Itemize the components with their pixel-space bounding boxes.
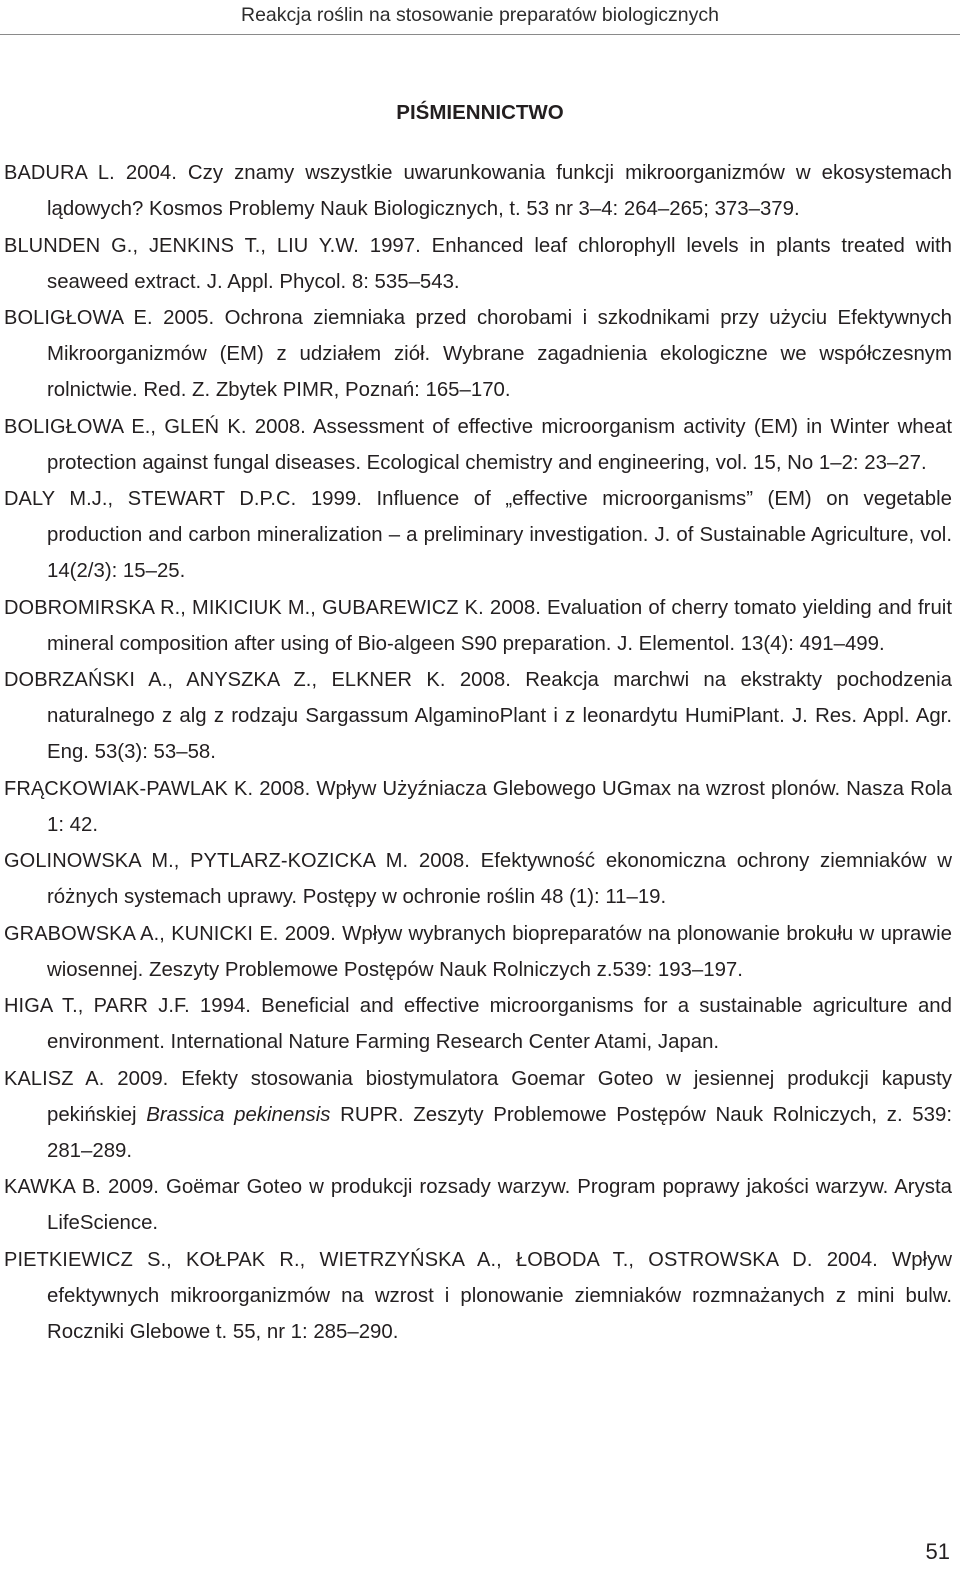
running-header bbox=[0, 0, 960, 35]
reference-authors: KAWKA B. bbox=[4, 1176, 101, 1198]
reference-text: 2009. Wpływ wybranych biopreparatów na plonowanie brokułu w uprawie wiosennej. Zeszyty Problemowe Postępów Nauk Rolniczych z.539: 193–197. bbox=[47, 922, 952, 981]
reference-authors: FRĄCKOWIAK-PAWLAK K. bbox=[4, 777, 254, 800]
reference-entry bbox=[4, 662, 952, 770]
reference-authors: DOBROMIRSKA R., MIKICIUK M., GUBAREWICZ K. bbox=[4, 596, 484, 619]
reference-authors: HIGA T., PARR J.F. bbox=[4, 995, 190, 1017]
reference-entry bbox=[4, 1242, 952, 1350]
reference-authors: KALISZ A. bbox=[4, 1067, 105, 1090]
reference-entry bbox=[4, 590, 952, 662]
reference-authors: BOLIGŁOWA E. bbox=[4, 307, 153, 329]
reference-authors: DALY M.J., STEWART D.P.C. bbox=[4, 488, 297, 510]
reference-text: 2004. Wpływ efektywnych mikroorganizmów na wzrost i plonowanie ziemniaków rozmnażanych z mini bulw. Roczniki Glebowe t. 55, nr 1: 285–290. bbox=[47, 1248, 952, 1343]
reference-list bbox=[4, 155, 952, 1350]
reference-text: 1994. Beneficial and effective microorganisms for a sustainable agriculture and environment. International Nature Farming Research Center Atami, Japan. bbox=[47, 995, 952, 1053]
section-title: PIŚMIENNICTWO bbox=[396, 101, 564, 124]
reference-text: 2009. Goëmar Goteo w produkcji rozsady warzyw. Program poprawy jakości warzyw. Arysta LifeScience. bbox=[47, 1176, 952, 1234]
reference-species-name: Brassica pekinensis bbox=[146, 1103, 331, 1126]
reference-text: 2004. Czy znamy wszystkie uwarunkowania funkcji mikroorganizmów w ekosystemach lądowych? Kosmos Problemy Nauk Biologicznych, t. 53 nr 3–4: 264–265; 373–379. bbox=[47, 162, 953, 220]
reference-text: 2008. Reakcja marchwi na ekstrakty pochodzenia naturalnego z alg z rodzaju Sargassum AlgaminoPlant i z leonardytu HumiPlant. J. Res. Appl. Agr. Eng. 53(3): 53–58. bbox=[47, 669, 952, 763]
reference-text: 1999. Influence of „effective microorganisms” (EM) on vegetable production and carbon mineralization – a preliminary investigation. J. of Sustainable Agriculture, vol. 14(2/3): 15–25. bbox=[47, 488, 952, 582]
reference-text: 1997. Enhanced leaf chlorophyll levels in plants treated with seaweed extract. J. Appl. Phycol. 8: 535–543. bbox=[47, 234, 953, 293]
reference-authors: GRABOWSKA A., KUNICKI E. bbox=[4, 922, 279, 945]
reference-text: 2008. Wpływ Użyźniacza Glebowego UGmax na wzrost plonów. Nasza Rola 1: 42. bbox=[47, 777, 953, 836]
reference-text-after: RUPR. Zeszyty Problemowe Postępów Nauk Rolniczych, z. 539: 281–289. bbox=[47, 1103, 952, 1162]
reference-authors: BOLIGŁOWA E., GLEŃ K. bbox=[4, 415, 247, 438]
running-title: Reakcja roślin na stosowanie preparatów biologicznych bbox=[240, 4, 719, 26]
reference-entry bbox=[4, 843, 952, 915]
reference-authors: DOBRZAŃSKI A., ANYSZKA Z., ELKNER K. bbox=[4, 669, 446, 691]
reference-entry bbox=[4, 916, 952, 988]
reference-text: 2005. Ochrona ziemniaka przed chorobami i szkodnikami przy użyciu Efektywnych Mikroorganizmów (EM) z udziałem ziół. Wybrane zagadnienia ekologiczne we współczesnym rolnictwie. Red. Z. Zbytek PIMR, Poznań: 165–170. bbox=[47, 307, 952, 401]
reference-entry bbox=[4, 988, 952, 1060]
reference-entry bbox=[4, 1169, 952, 1241]
reference-authors: BADURA L. bbox=[4, 162, 115, 184]
reference-entry bbox=[4, 155, 952, 227]
reference-text: 2008. Assessment of effective microorganism activity (EM) in Winter wheat protection against fungal diseases. Ecological chemistry and engineering, vol. 15, No 1–2: 23–27. bbox=[47, 415, 952, 474]
reference-text: 2008. Efektywność ekonomiczna ochrony ziemniaków w różnych systemach uprawy. Postępy w ochronie roślin 48 (1): 11–19. bbox=[47, 850, 952, 908]
reference-entry bbox=[4, 228, 952, 300]
reference-entry bbox=[4, 409, 952, 481]
reference-text: 2008. Evaluation of cherry tomato yielding and fruit mineral composition after using of Bio-algeen S90 preparation. J. Elementol. 13(4): 491–499. bbox=[47, 596, 952, 655]
reference-entry bbox=[4, 481, 952, 589]
page-number: 51 bbox=[925, 1539, 950, 1564]
reference-entry bbox=[4, 1061, 952, 1169]
reference-entry bbox=[4, 300, 952, 408]
reference-authors: PIETKIEWICZ S., KOŁPAK R., WIETRZYŃSKA A., ŁOBODA T., OSTROWSKA D. bbox=[4, 1248, 813, 1271]
reference-text: 2009. Efekty stosowania biostymulatora Goemar Goteo w jesiennej produkcji kapusty pekińskiej bbox=[47, 1067, 952, 1126]
reference-authors: BLUNDEN G., JENKINS T., LIU Y.W. bbox=[4, 234, 359, 257]
reference-authors: GOLINOWSKA M., PYTLARZ-KOZICKA M. bbox=[4, 850, 409, 872]
reference-entry bbox=[4, 771, 952, 843]
